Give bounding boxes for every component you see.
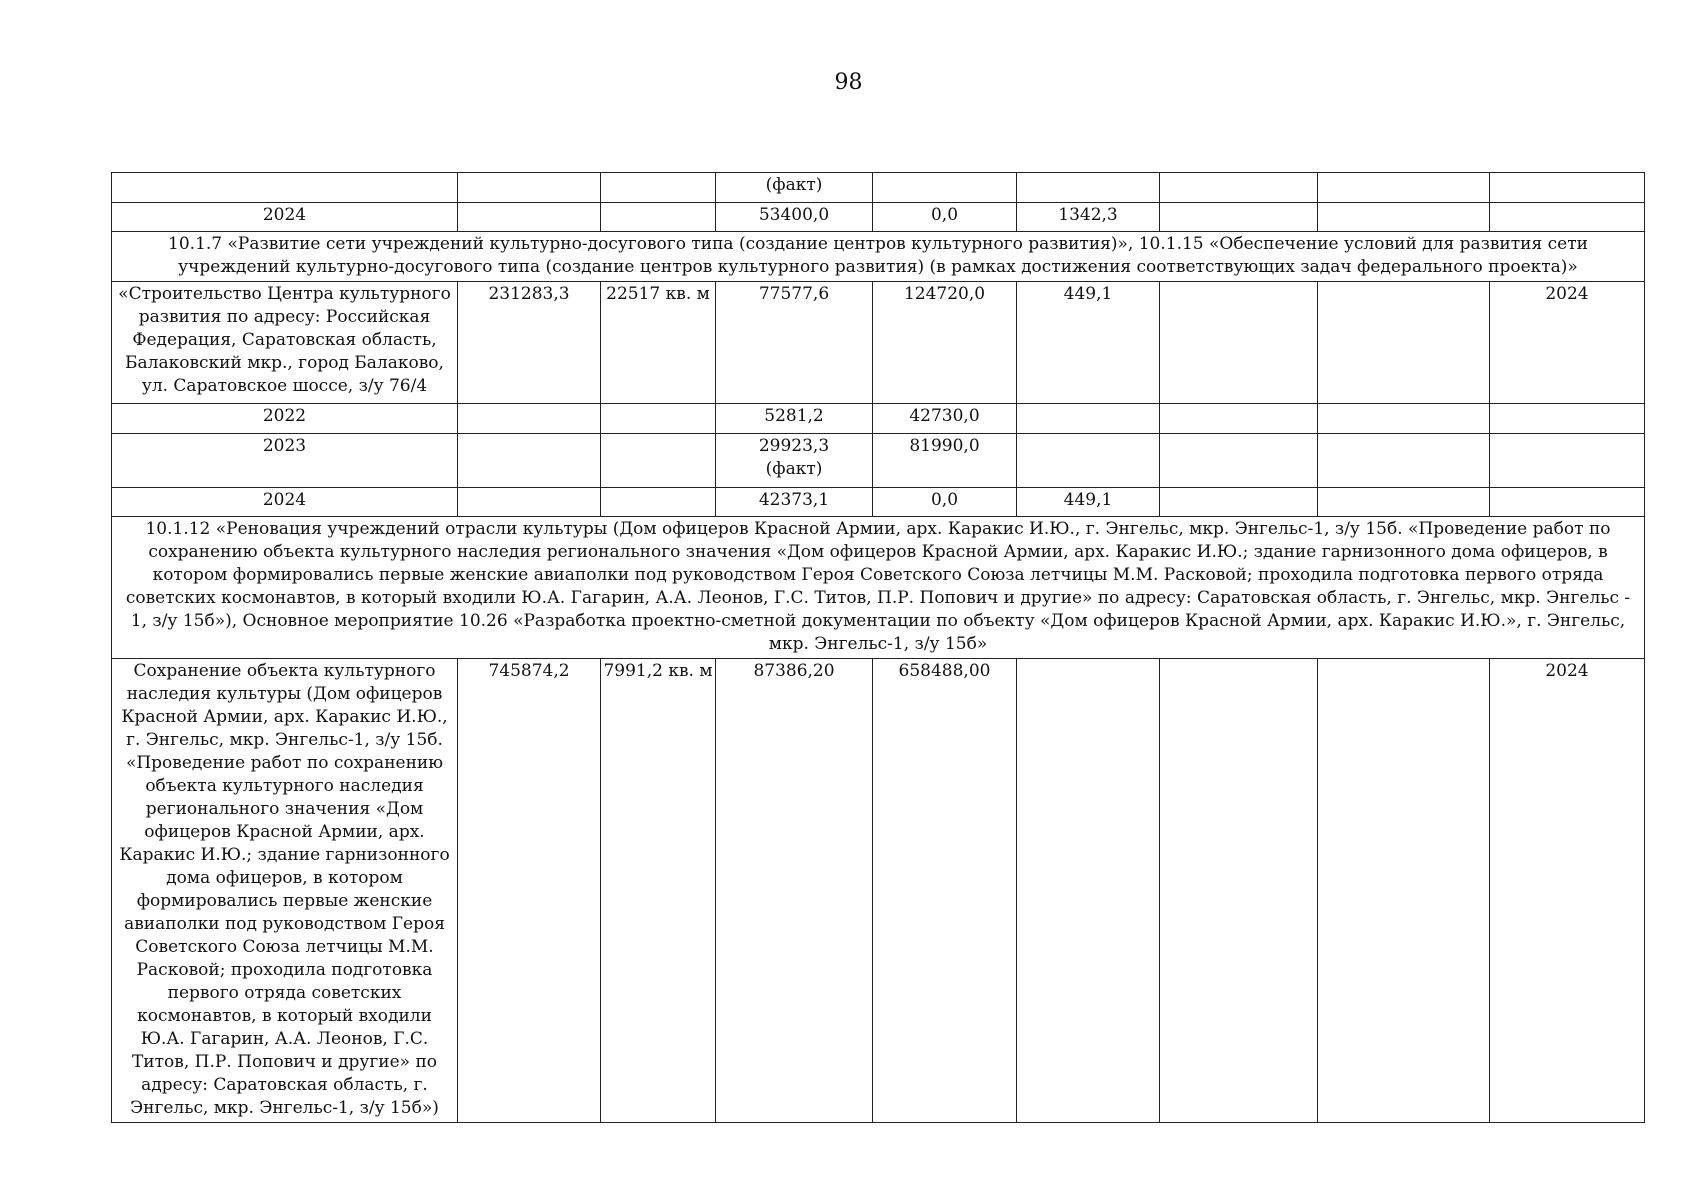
table-cell <box>1160 434 1318 488</box>
table-cell <box>1490 434 1645 488</box>
table-cell <box>601 404 716 434</box>
table-cell: 7991,2 кв. м <box>601 659 716 1123</box>
table-cell <box>1160 404 1318 434</box>
table-cell <box>458 488 601 517</box>
table-cell <box>458 434 601 488</box>
table-row <box>112 659 1645 1123</box>
table-cell: 87386,20 <box>716 659 873 1123</box>
table-cell: 0,0 <box>873 203 1017 232</box>
table-cell: 2024 <box>1490 659 1645 1123</box>
table-cell: 29923,3 (факт) <box>716 434 873 488</box>
table-cell: 2024 <box>1490 282 1645 404</box>
table-cell <box>1160 659 1318 1123</box>
section-heading-cell: 10.1.12 «Реновация учреждений отрасли культуры (Дом офицеров Красной Армии, арх. Каракис И.Ю., г. Энгельс, мкр. Энгельс-1, з/у 15б. «Проведение работ по сохранению объекта культурного наследия регионального значения «Дом офицеров Красной Армии, арх. Каракис И.Ю.; здание гарнизонного дома офицеров, в котором формировались первые женские авиаполки под руководством Героя Советского Союза летчицы М.М. Расковой; проходила подготовка первого отряда советских космонавтов, в который входили Ю.А. Гагарин, А.А. Леонов, Г.С. Титов, П.Р. Попович и другие» по адресу: Саратовская область, г. Энгельс, мкр. Энгельс - 1, з/у 15б»), Основное мероприятие 10.26 «Разработка проектно-сметной документации по объекту «Дом офицеров Красной Армии, арх. Каракис И.Ю.», г. Энгельс, мкр. Энгельс-1, з/у 15б» <box>112 517 1645 659</box>
table-cell <box>1160 488 1318 517</box>
table-cell: 124720,0 <box>873 282 1017 404</box>
table-row <box>112 282 1645 404</box>
table-cell: 2022 <box>112 404 458 434</box>
table-cell <box>458 404 601 434</box>
table-row <box>112 517 1645 659</box>
table-cell <box>1318 434 1490 488</box>
table-cell <box>1318 659 1490 1123</box>
table-cell <box>1160 203 1318 232</box>
table-cell: Сохранение объекта культурного наследия культуры (Дом офицеров Красной Армии, арх. Каракис И.Ю., г. Энгельс, мкр. Энгельс-1, з/у 15б. «Проведение работ по сохранению объекта культурного наследия регионального значения «Дом офицеров Красной Армии, арх. Каракис И.Ю.; здание гарнизонного дома офицеров, в котором формировались первые женские авиаполки под руководством Героя Советского Союза летчицы М.М. Расковой; проходила подготовка первого отряда советских космонавтов, в который входили Ю.А. Гагарин, А.А. Леонов, Г.С. Титов, П.Р. Попович и другие» по адресу: Саратовская область, г. Энгельс, мкр. Энгельс-1, з/у 15б») <box>112 659 458 1123</box>
table-cell: 5281,2 <box>716 404 873 434</box>
table-cell <box>1490 173 1645 203</box>
table-cell: 0,0 <box>873 488 1017 517</box>
table-cell <box>1318 203 1490 232</box>
table-cell: 53400,0 <box>716 203 873 232</box>
table-cell <box>1318 282 1490 404</box>
table-cell <box>1318 488 1490 517</box>
table-cell: 42373,1 <box>716 488 873 517</box>
table-cell <box>1318 404 1490 434</box>
page-number: 98 <box>834 70 863 95</box>
table-cell <box>873 173 1017 203</box>
table-cell <box>601 173 716 203</box>
table-cell <box>1490 404 1645 434</box>
table-cell: 2023 <box>112 434 458 488</box>
table-row <box>112 232 1645 282</box>
table-cell <box>1490 203 1645 232</box>
table-cell <box>601 203 716 232</box>
table-row <box>112 404 1645 434</box>
section-heading-cell: 10.1.7 «Развитие сети учреждений культурно-досугового типа (создание центров культурного развития)», 10.1.15 «Обеспечение условий для развития сети учреждений культурно-досугового типа (создание центров культурного развития) (в рамках достижения соответствующих задач федерального проекта)» <box>112 232 1645 282</box>
table-cell: 231283,3 <box>458 282 601 404</box>
table-cell: 449,1 <box>1017 282 1160 404</box>
table-cell <box>1160 173 1318 203</box>
table-cell: 449,1 <box>1017 488 1160 517</box>
table-row <box>112 173 1645 203</box>
table-cell <box>601 434 716 488</box>
table-cell: 2024 <box>112 488 458 517</box>
table-cell <box>1017 404 1160 434</box>
table-cell <box>112 173 458 203</box>
table-cell <box>458 173 601 203</box>
table-cell: 1342,3 <box>1017 203 1160 232</box>
table-cell: 81990,0 <box>873 434 1017 488</box>
table-row <box>112 488 1645 517</box>
table-cell <box>1017 434 1160 488</box>
table-cell: 745874,2 <box>458 659 601 1123</box>
table-cell: 658488,00 <box>873 659 1017 1123</box>
table-cell: 22517 кв. м <box>601 282 716 404</box>
table-cell <box>1160 282 1318 404</box>
table-cell <box>1490 488 1645 517</box>
table-cell: 42730,0 <box>873 404 1017 434</box>
table-cell <box>1017 659 1160 1123</box>
table-cell <box>601 488 716 517</box>
table-cell: 2024 <box>112 203 458 232</box>
table-cell: «Строительство Центра культурного развития по адресу: Российская Федерация, Саратовская область, Балаковский мкр., город Балаково, ул. Саратовское шоссе, з/у 76/4 <box>112 282 458 404</box>
data-table <box>111 172 1645 1123</box>
table-row <box>112 203 1645 232</box>
table-cell: 77577,6 <box>716 282 873 404</box>
table-cell <box>458 203 601 232</box>
table-cell <box>1017 173 1160 203</box>
table-row <box>112 434 1645 488</box>
table-cell: (факт) <box>716 173 873 203</box>
table-cell <box>1318 173 1490 203</box>
